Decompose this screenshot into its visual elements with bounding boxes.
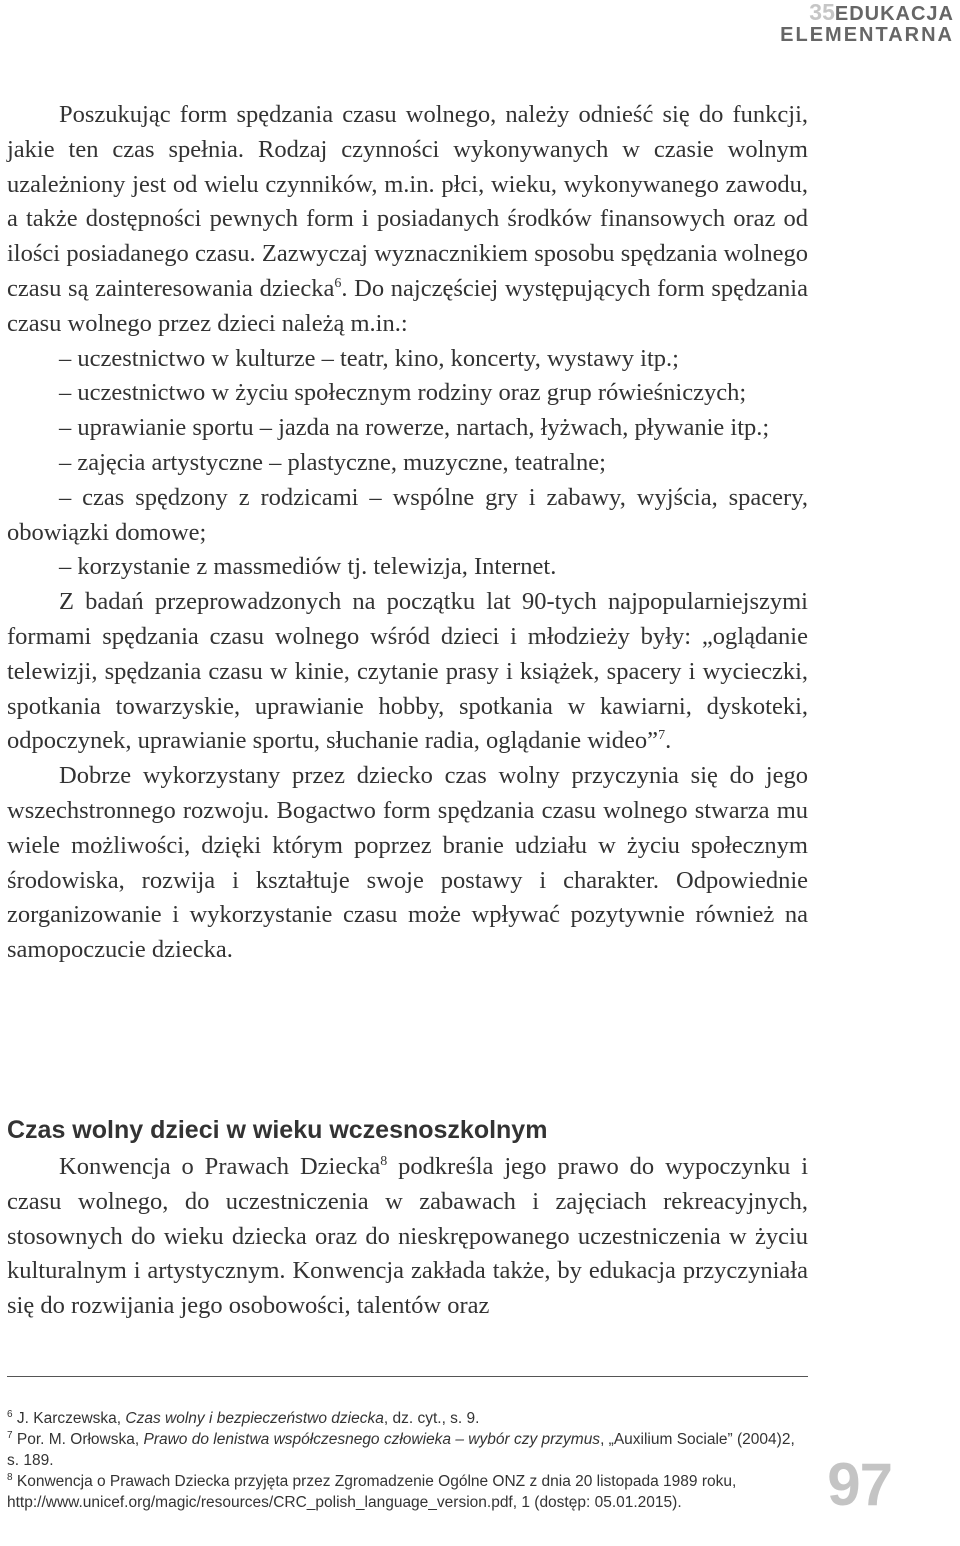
footnote: $^6$ J. Karczewska, Czas wolny i bezpieczeństwo dziecka, dz. cyt., s. 9. (7, 1408, 480, 1427)
footnote-ref: 8 (380, 1153, 388, 1169)
footnote-ref: 6 (334, 275, 342, 291)
header-title-line2: ELEMENTARNA (780, 24, 954, 46)
section-text (7, 1150, 808, 1324)
list-item: – zajęcia artystyczne – plastyczne, muzyczne, teatralne; (59, 448, 606, 476)
paragraph: Dobrze wykorzystany przez dziecko czas wolny przyczynia się do jego wszechstronnego rozwoju. Bogactwo form spędzania czasu wolnego stwarza mu wiele możliwości, dzięki którym poprzez branie udziału w życiu społecznym środowiska, rozwija i kształtuje swoje postawy i charakter. Odpowiednie zorganizowanie i wykorzystanie czasu może wpływać pozytywnie również na samopoczucie dziecka. (7, 762, 808, 964)
paragraph: Konwencja o Prawach Dziecka$^8$ podkreśla jego prawo do wypoczynku i czasu wolnego, do uczestniczenia w zabawach i zajęciach rekreacyjnych, stosownych do wieku dziecka oraz do nieskrępowanego uczestniczenia w życiu kulturalnym i artystycznym. Konwencja zakłada także, by edukacja przyczyniała się do rozwijania jego osobowości, talentów oraz (7, 1153, 809, 1320)
footnote-divider (7, 1376, 808, 1377)
list-item: – uczestnictwo w życiu społecznym rodziny oraz grup rówieśniczych; (59, 379, 747, 407)
header-title-line1: EDUKACJA (834, 3, 954, 25)
list-item: – czas spędzony z rodzicami – wspólne gry i zabawy, wyjścia, spacery, obowiązki domowe; (7, 483, 808, 546)
page-number: 97 (827, 1451, 892, 1518)
section-heading: Czas wolny dzieci w wieku wczesnoszkolnym (7, 1116, 548, 1144)
main-text (7, 98, 808, 968)
paragraph: Poszukując form spędzania czasu wolnego, należy odnieść się do funkcji, jakie ten czas spełnia. Rodzaj czynności wykonywanych w czasie wolnym uzależniony jest od wielu czynników, m.in. płci, wieku, wykonywanego zawodu, a także dostępności pewnych form i posiadanych środków finansowych oraz od ilości posiadanego czasu. Zazwyczaj wyznacznikiem sposobu spędzania wolnego czasu są zainteresowania dziecka$^6$. Do najczęściej występujących form spędzania czasu wolnego przez dzieci należą m.in.: (7, 101, 808, 337)
paragraph: Z badań przeprowadzonych na początku lat 90-tych najpopularniejszymi formami spędzania czasu wolnego wśród dzieci i młodzieży były: „oglądanie telewizji, spędzania czasu w kinie, czytanie prasy i książek, spacery i wycieczki, spotkania towarzyskie, uprawianie hobby, spotkania w kawiarni, dyskoteki, odpoczynek, uprawianie sportu, słuchanie radia, oglądanie wideo”$^7$. (7, 588, 808, 755)
running-header (780, 2, 954, 46)
list-item: – uprawianie sportu – jazda na rowerze, nartach, łyżwach, pływanie itp.; (59, 414, 770, 442)
footnote: $^7$ Por. M. Orłowska, Prawo do lenistwa współczesnego człowieka – wybór czy przymus, „Auxilium Sociale” (2004)2, s. 189. (7, 1429, 795, 1469)
footnotes (7, 1408, 808, 1513)
footnote: $^8$ Konwencja o Prawach Dziecka przyjęta przez Zgromadzenie Ogólne ONZ z dnia 20 listopada 1989 roku, http://www.unicef.org/magic/resources/CRC_polish_language_version.pdf, 1 (dostęp: 05.01.2015). (7, 1471, 737, 1511)
footnote-ref: 7 (658, 728, 666, 744)
list-item: – uczestnictwo w kulturze – teatr, kino, koncerty, wystawy itp.; (59, 344, 679, 372)
list-item: – korzystanie z massmediów tj. telewizja, Internet. (59, 553, 557, 581)
chapter-number: 35 (809, 0, 835, 25)
